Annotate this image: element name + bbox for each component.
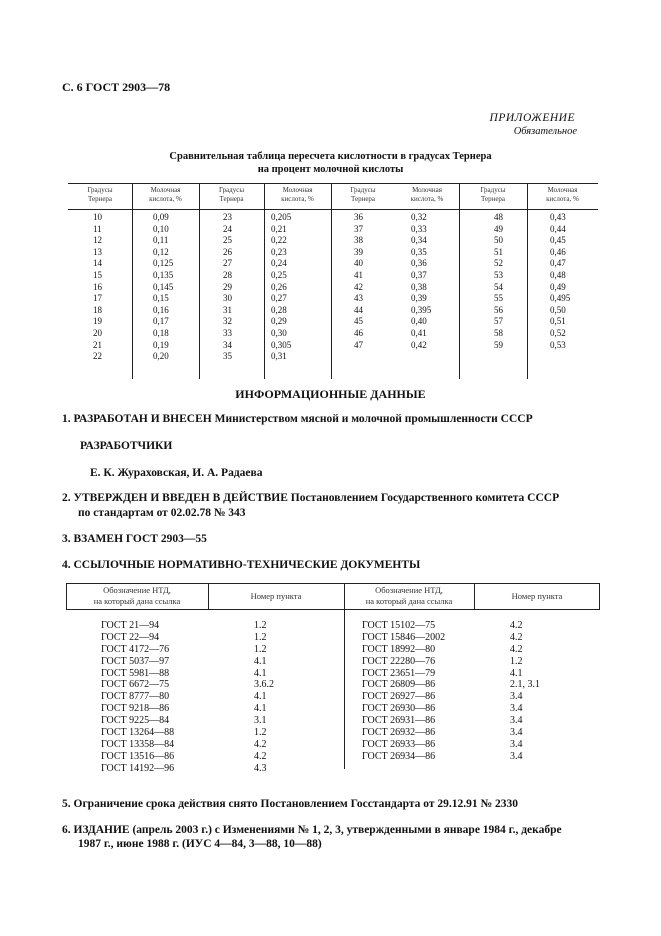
table-cell: 28 <box>223 269 232 280</box>
table-header-rule <box>68 209 598 210</box>
table-cell: ГОСТ 13264—88 <box>101 727 175 739</box>
table-cell: 34 <box>223 339 232 350</box>
degrees-column <box>223 212 232 363</box>
table-cell: 0,50 <box>550 304 566 315</box>
table-cell: 0,42 <box>411 339 427 350</box>
table-cell: 1.2 <box>254 620 267 631</box>
table-cell: ГОСТ 13358—84 <box>101 738 175 750</box>
table-cell: 55 <box>494 293 503 304</box>
table-cell: 0,16 <box>153 304 169 315</box>
table-cell: 4.1 <box>254 655 267 667</box>
table-cell: 46 <box>354 327 363 338</box>
table-cell: 0,41 <box>411 327 427 338</box>
acid-column <box>550 212 570 351</box>
header-degrees: Градусы Тернера <box>218 186 245 203</box>
table-cell: 29 <box>223 281 232 292</box>
table-cell: ГОСТ 5037—97 <box>101 655 170 667</box>
table-cell: 4.2 <box>510 643 523 655</box>
table-cell: 0,15 <box>153 293 169 304</box>
table-cell: 21 <box>93 339 102 350</box>
references-table <box>66 583 600 774</box>
degrees-column <box>93 212 102 363</box>
table-cell: 3.4 <box>510 691 523 703</box>
table-cell: ГОСТ 9225—84 <box>101 715 170 727</box>
header-point: Номер пункта <box>511 591 563 601</box>
header-degrees: Градусы Тернера <box>350 186 376 203</box>
table-cell: 0,135 <box>153 269 174 280</box>
table-divider <box>132 183 133 379</box>
table-cell: 1.2 <box>510 655 523 667</box>
table-cell: 22 <box>93 351 102 362</box>
table-cell: 0,33 <box>411 223 427 234</box>
table-cell: 0,38 <box>411 281 427 292</box>
degrees-column <box>494 212 503 351</box>
table-cell: 0,40 <box>411 316 427 327</box>
table-divider <box>264 183 265 379</box>
table-cell: 27 <box>223 258 232 269</box>
table-cell: 45 <box>354 316 363 327</box>
table-cell: 23 <box>223 212 232 222</box>
doc-column <box>362 620 445 763</box>
table-divider <box>199 183 200 379</box>
table-cell: 0,17 <box>153 316 169 327</box>
table-cell: 0,18 <box>153 327 169 338</box>
table-cell: ГОСТ 18992—80 <box>362 643 436 655</box>
table-cell: 10 <box>93 212 102 222</box>
table-cell: 0,125 <box>153 258 174 269</box>
table-cell: ГОСТ 26809—86 <box>362 679 436 691</box>
table-cell: ГОСТ 9218—86 <box>101 703 170 715</box>
table-cell: 42 <box>354 281 363 292</box>
table-cell: 13 <box>93 246 102 257</box>
info-item-6-line1: 6. ИЗДАНИЕ (апрель 2003 г.) с Изменениями № 1, 2, 3, утвержденными в январе 1984 г., декабре <box>62 824 562 836</box>
header-degrees: Градусы Тернера <box>87 186 113 203</box>
table-cell: 3.4 <box>510 715 523 727</box>
table-cell: 0,39 <box>411 293 427 304</box>
table-cell: 1.2 <box>254 727 267 739</box>
table-cell: 0,30 <box>271 327 287 338</box>
table-cell: 0,45 <box>550 235 566 246</box>
table-cell: 0,23 <box>271 246 287 257</box>
table-cell: ГОСТ 6672—75 <box>101 679 170 691</box>
table-cell: ГОСТ 15846—2002 <box>362 631 446 643</box>
table-cell: 4.2 <box>510 631 523 643</box>
table-cell: 0,12 <box>153 246 169 257</box>
table-cell: 26 <box>223 246 232 257</box>
info-item-1: 1. РАЗРАБОТАН И ВНЕСЕН Министерством мясной и молочной промышленности СССР <box>62 413 533 425</box>
table-cell: 0,47 <box>550 258 566 269</box>
table-cell: 48 <box>494 212 503 222</box>
table-cell: ГОСТ 26930—86 <box>362 703 436 715</box>
table-divider <box>331 183 332 379</box>
table-cell: 32 <box>223 316 232 327</box>
table-cell: 4.1 <box>510 667 523 679</box>
table-cell: 4.1 <box>254 703 267 715</box>
table-cell: 0,145 <box>153 281 174 292</box>
table-cell: 0,20 <box>153 351 169 362</box>
info-item-4: 4. ССЫЛОЧНЫЕ НОРМАТИВНО-ТЕХНИЧЕСКИЕ ДОКУМЕНТЫ <box>62 559 421 571</box>
table-cell: 39 <box>354 246 363 257</box>
point-column <box>254 620 274 775</box>
header-acid: Молочная кислота, % <box>546 186 579 203</box>
table-cell: 36 <box>354 212 363 222</box>
table-cell: 15 <box>93 269 102 280</box>
header-acid: Молочная кислота, % <box>281 186 314 203</box>
table-cell: 16 <box>93 281 102 292</box>
table-cell: 31 <box>223 304 232 315</box>
table-cell: 3.6.2 <box>254 679 274 691</box>
table1-caption-line2: на процент молочной кислоты <box>257 164 404 175</box>
table-cell: ГОСТ 5981—88 <box>101 667 170 679</box>
table-cell: ГОСТ 26927—86 <box>362 691 436 703</box>
table-cell: 40 <box>354 258 363 269</box>
table-cell: ГОСТ 22280—76 <box>362 655 436 667</box>
table-cell: 0,11 <box>153 235 169 246</box>
table-divider <box>344 583 345 769</box>
table-cell: 25 <box>223 235 232 246</box>
table-cell: 4.3 <box>254 762 267 774</box>
info-item-2-line2: по стандартам от 02.02.78 № 343 <box>78 507 246 519</box>
table-cell: 0,52 <box>550 327 566 338</box>
table-top-rule <box>66 583 600 584</box>
table-cell: 19 <box>93 316 102 327</box>
table-cell: 3.1 <box>254 715 267 727</box>
table-cell: 59 <box>494 339 503 350</box>
table-cell: 0,28 <box>271 304 287 315</box>
page-header: С. 6 ГОСТ 2903—78 <box>62 80 171 94</box>
table-cell: 0,49 <box>550 281 566 292</box>
table-cell: 4.2 <box>254 750 267 762</box>
developers-label: РАЗРАБОТЧИКИ <box>80 440 173 452</box>
table-cell: ГОСТ 13516—86 <box>101 750 175 762</box>
table-cell: 33 <box>223 327 232 338</box>
table-cell: 4.2 <box>510 620 523 631</box>
table-cell: 18 <box>93 304 102 315</box>
table-cell: 56 <box>494 304 503 315</box>
table-cell: 37 <box>354 223 363 234</box>
table-cell: 20 <box>93 327 102 338</box>
table-cell: 0,495 <box>550 293 571 304</box>
table-cell: 0,205 <box>271 212 292 222</box>
table-cell: 24 <box>223 223 232 234</box>
header-point: Номер пункта <box>250 591 302 601</box>
table-cell: 0,10 <box>153 223 169 234</box>
table-cell: 0,51 <box>550 316 566 327</box>
header-doc: Обозначение НТД, на который дана ссылка <box>365 585 453 606</box>
info-item-5: 5. Ограничение срока действия снято Постановлением Госстандарта от 29.12.91 № 2330 <box>62 798 518 810</box>
table1-caption-line1: Сравнительная таблица пересчета кислотности в градусах Тернера <box>169 151 492 162</box>
info-item-6-line2: 1987 г., июне 1988 г. (ИУС 4—84, 3—88, 10—88) <box>78 838 322 850</box>
doc-column <box>101 620 174 775</box>
table-cell: 3.4 <box>510 738 523 750</box>
table-cell: 0,27 <box>271 293 287 304</box>
table-cell: 54 <box>494 281 503 292</box>
table-cell: 0,22 <box>271 235 287 246</box>
info-item-3: 3. ВЗАМЕН ГОСТ 2903—55 <box>62 533 207 545</box>
table-cell: 0,26 <box>271 281 287 292</box>
table-cell: 0,09 <box>153 212 169 222</box>
degrees-column <box>354 212 363 351</box>
table-cell: 2.1, 3.1 <box>510 679 540 691</box>
table-cell: 38 <box>354 235 363 246</box>
table-divider <box>459 183 460 379</box>
table-cell: 0,29 <box>271 316 287 327</box>
header-acid: Молочная кислота, % <box>149 186 182 203</box>
table-cell: 0,48 <box>550 269 566 280</box>
table-cell: 1.2 <box>254 643 267 655</box>
table-cell: 0,395 <box>411 304 432 315</box>
table-cell: 35 <box>223 351 232 362</box>
table-cell: 0,32 <box>411 212 427 222</box>
table-cell: 0,21 <box>271 223 287 234</box>
table-cell: ГОСТ 8777—80 <box>101 691 170 703</box>
table-cell: ГОСТ 4172—76 <box>101 643 170 655</box>
table-cell: ГОСТ 22—94 <box>101 631 160 643</box>
table-cell: 14 <box>93 258 102 269</box>
table-cell: 0,43 <box>550 212 566 222</box>
table-cell: ГОСТ 14192—96 <box>101 762 175 774</box>
table-cell: 44 <box>354 304 363 315</box>
table-cell: 0,37 <box>411 269 427 280</box>
table-cell: 30 <box>223 293 232 304</box>
table-cell: 52 <box>494 258 503 269</box>
table-cell: ГОСТ 26934—86 <box>362 750 436 762</box>
table-cell: 4.2 <box>254 738 267 750</box>
table-cell: 0,36 <box>411 258 427 269</box>
point-column <box>510 620 540 763</box>
table-cell: 43 <box>354 293 363 304</box>
header-doc: Обозначение НТД, на который дана ссылка <box>93 585 181 606</box>
table-cell: 4.1 <box>254 667 267 679</box>
table-divider <box>527 183 528 379</box>
table-cell: ГОСТ 23651—79 <box>362 667 436 679</box>
table-cell: 3.4 <box>510 703 523 715</box>
table-cell: 53 <box>494 269 503 280</box>
appendix-title: ПРИЛОЖЕНИЕ <box>489 112 575 124</box>
table-cell: 47 <box>354 339 363 350</box>
table-cell: 3.4 <box>510 727 523 739</box>
acid-column <box>411 212 431 351</box>
conversion-table <box>68 183 598 379</box>
table-cell: 17 <box>93 293 102 304</box>
table-cell: 49 <box>494 223 503 234</box>
table-cell: 0,46 <box>550 246 566 257</box>
table-cell: 1.2 <box>254 631 267 643</box>
table-cell: 0,25 <box>271 269 287 280</box>
table-cell: 0,34 <box>411 235 427 246</box>
table-cell: 58 <box>494 327 503 338</box>
table-top-rule <box>68 183 598 184</box>
table-cell: 57 <box>494 316 503 327</box>
developers-names: Е. К. Жураховская, И. А. Радаева <box>90 467 263 479</box>
header-acid: Молочная кислота, % <box>410 186 444 203</box>
table-cell: 4.1 <box>254 691 267 703</box>
header-degrees: Градусы Тернера <box>480 186 506 203</box>
table-cell: 0,305 <box>271 339 292 350</box>
acid-column <box>153 212 173 363</box>
appendix-subtitle: Обязательное <box>513 126 577 137</box>
info-item-2-line1: 2. УТВЕРЖДЕН И ВВЕДЕН В ДЕЙСТВИЕ Постановлением Государственного комитета СССР <box>62 492 560 504</box>
table-cell: 0,35 <box>411 246 427 257</box>
table-cell: ГОСТ 26931—86 <box>362 715 436 727</box>
table-cell: 0,44 <box>550 223 566 234</box>
table-header-rule <box>66 609 600 610</box>
acid-column <box>271 212 291 363</box>
table-cell: 41 <box>354 269 363 280</box>
table-cell: 11 <box>93 223 102 234</box>
table-cell: ГОСТ 26932—86 <box>362 727 436 739</box>
table-cell: ГОСТ 15102—75 <box>362 620 436 631</box>
table-cell: 50 <box>494 235 503 246</box>
table-cell: ГОСТ 21—94 <box>101 620 160 631</box>
table-cell: 0,19 <box>153 339 169 350</box>
info-title: ИНФОРМАЦИОННЫЕ ДАННЫЕ <box>235 387 426 401</box>
table-cell: 51 <box>494 246 503 257</box>
table-cell: 0,24 <box>271 258 287 269</box>
table-cell: 0,31 <box>271 351 287 362</box>
table-cell: 0,53 <box>550 339 566 350</box>
table-cell: ГОСТ 26933—86 <box>362 738 436 750</box>
table-cell: 3.4 <box>510 750 523 762</box>
table-cell: 12 <box>93 235 102 246</box>
